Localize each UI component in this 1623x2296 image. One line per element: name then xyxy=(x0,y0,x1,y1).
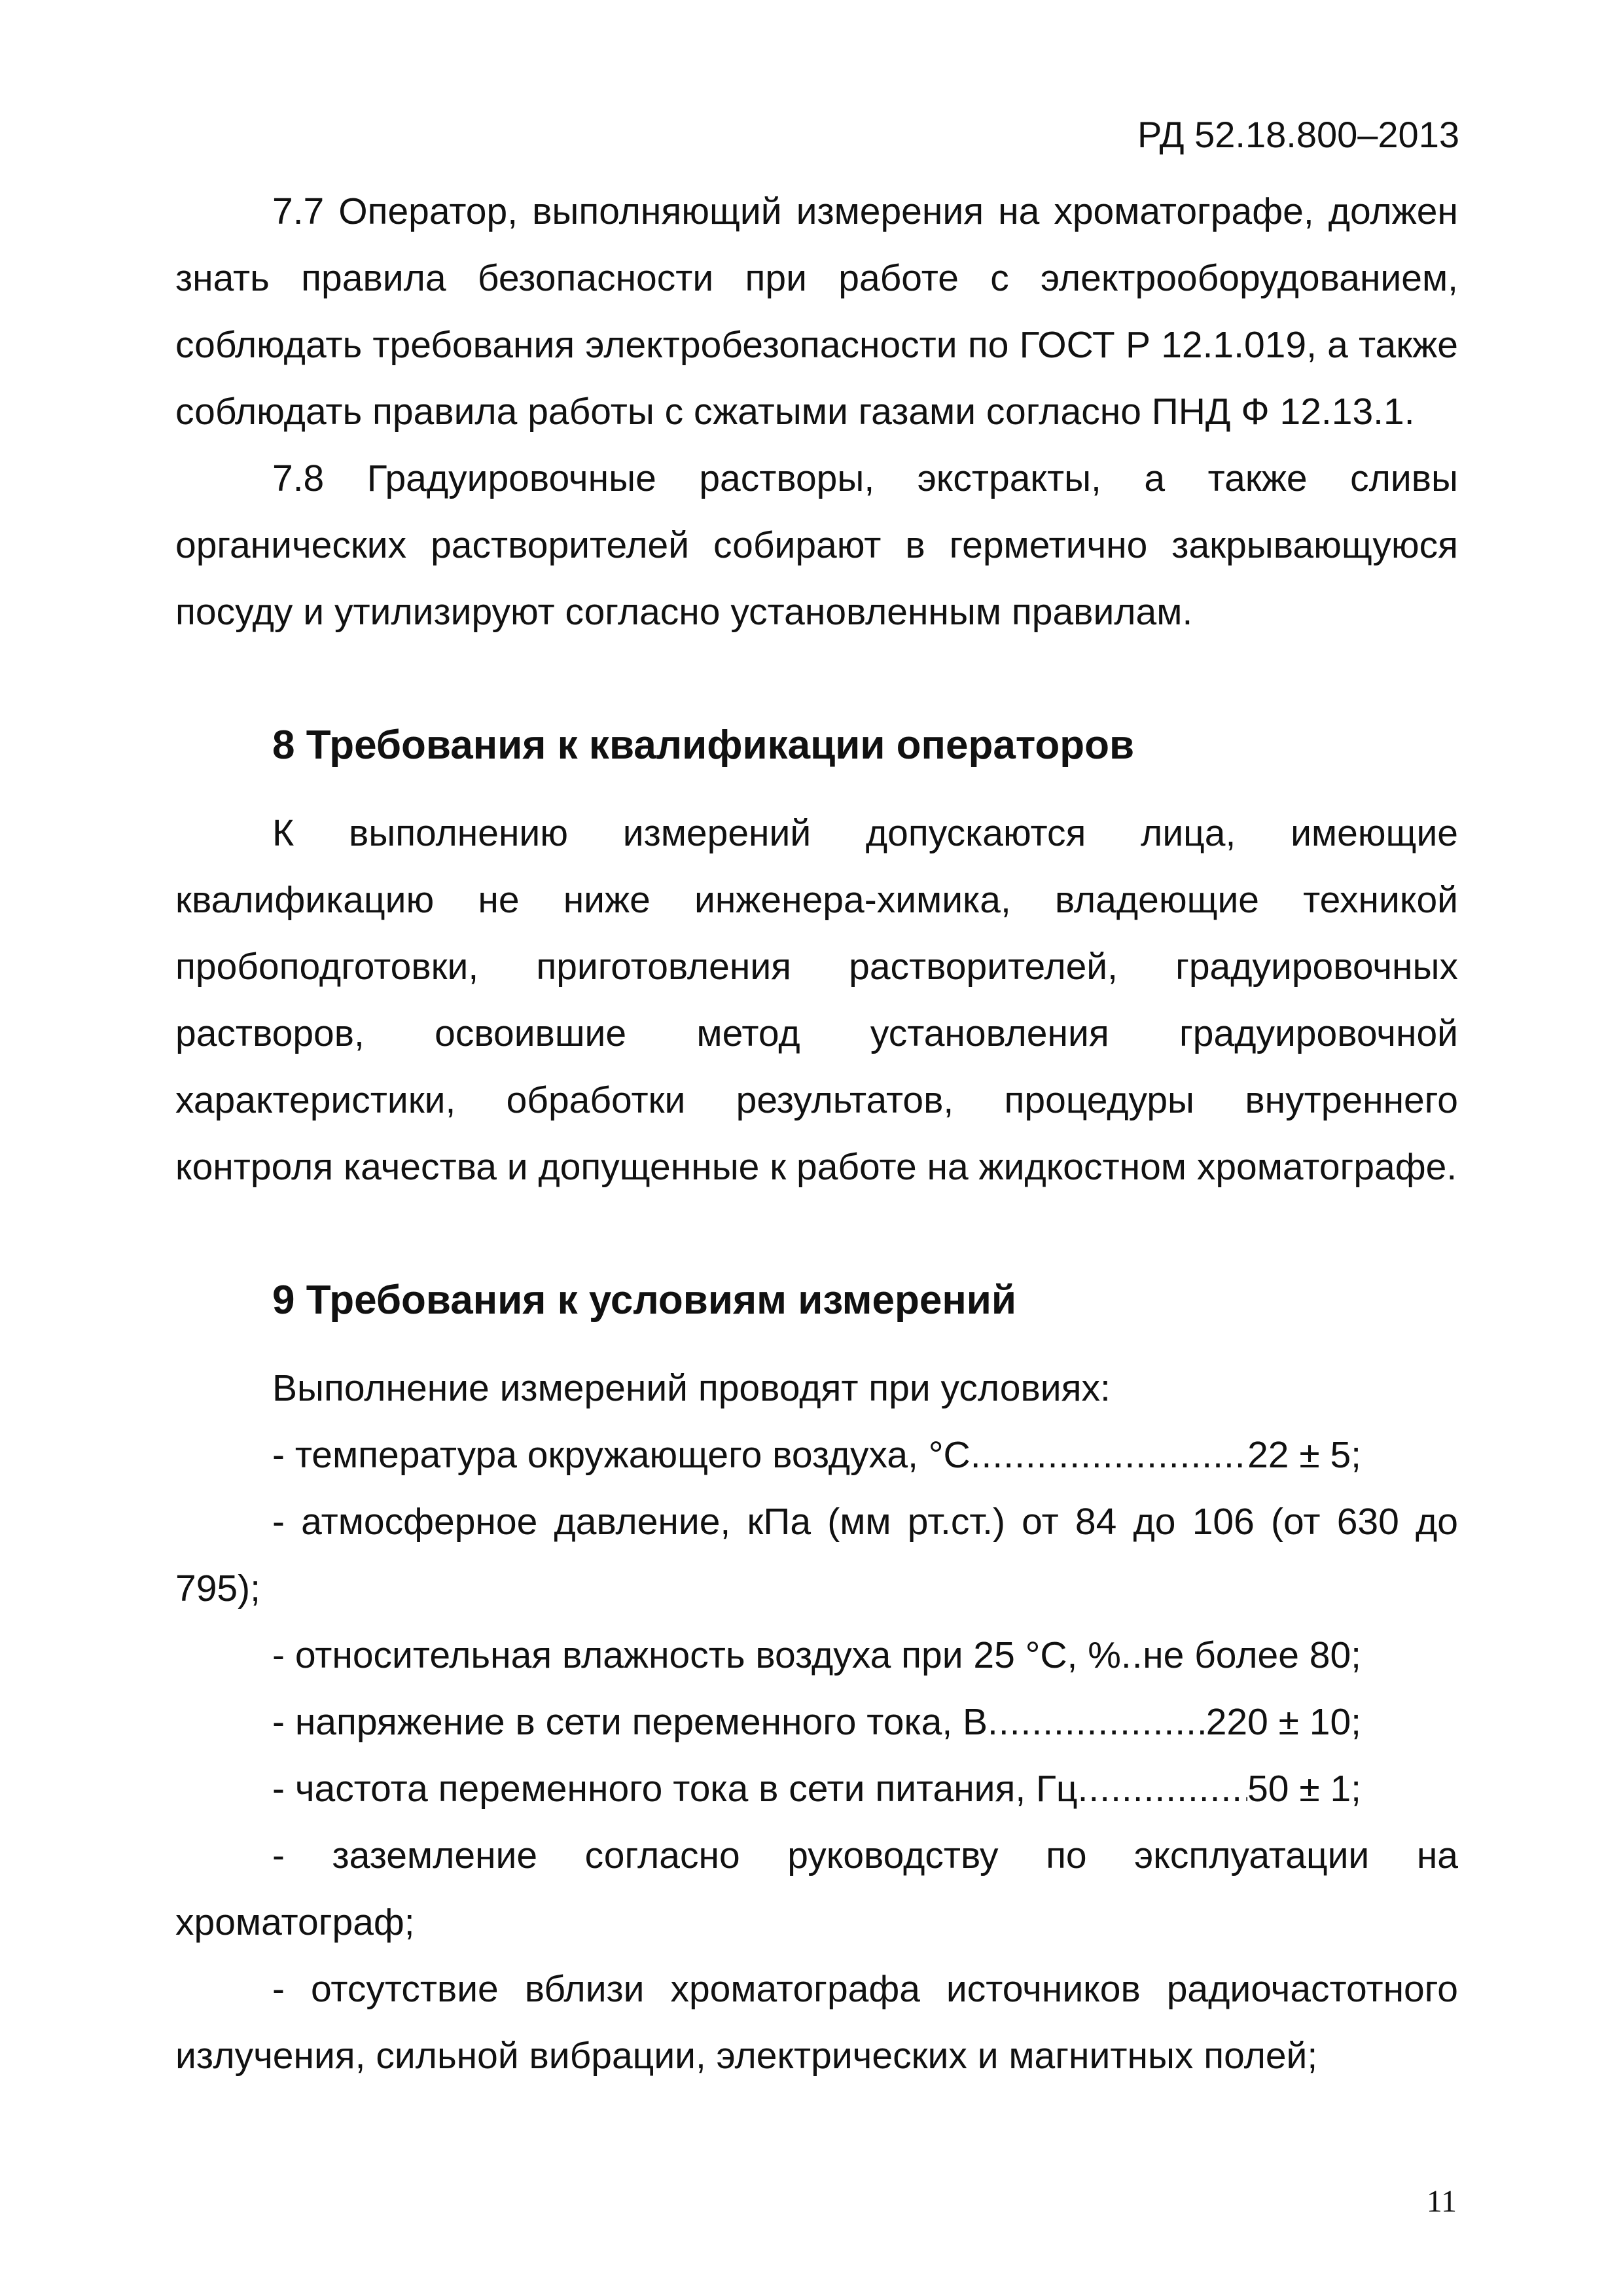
section-9-heading: 9 Требования к условиям измерений xyxy=(272,1278,1017,1323)
leader-dots xyxy=(971,1422,1247,1488)
condition-voltage xyxy=(175,1689,1361,1755)
condition-value: 220 ± 10; xyxy=(1205,1701,1361,1743)
condition-value: не более 80; xyxy=(1143,1634,1361,1676)
page-number: 11 xyxy=(1426,2184,1457,2219)
condition-value: 50 ± 1; xyxy=(1247,1768,1361,1810)
section-8-body: К выполнению измерений допускаются лица, имеющие квалификацию не ниже инженера-химика, владеющие техникой пробоподготовки, приготовления растворителей, градуировочных растворов, освоившие метод установления градуировочной характеристики, обработки результатов, процедуры внутреннего контроля качества и допущенные к работе на жидкостном хроматографе. xyxy=(175,812,1458,1188)
heading-spacer xyxy=(175,1334,1458,1355)
condition-pressure: - атмосферное давление, кПа (мм рт.ст.) от 84 до 106 (от 630 до 795); xyxy=(175,1501,1458,1609)
paragraph-7-8: 7.8 Градуировочные растворы, экстракты, а также сливы органических растворителей собирают в герметично закрывающуюся посуду и утилизируют согласно установленным правилам. xyxy=(175,457,1458,633)
condition-value: 22 ± 5; xyxy=(1247,1434,1361,1476)
condition-label: - температура окружающего воздуха, °С xyxy=(272,1434,971,1476)
condition-label: - напряжение в сети переменного тока, В xyxy=(272,1701,988,1743)
section-9-intro: Выполнение измерений проводят при условиях: xyxy=(272,1367,1111,1409)
condition-humidity xyxy=(175,1622,1361,1689)
leader-dots xyxy=(1078,1755,1248,1822)
document-code: РД 52.18.800–2013 xyxy=(1137,114,1459,155)
condition-absence: - отсутствие вблизи хроматографа источников радиочастотного излучения, сильной вибрации, электрических и магнитных полей; xyxy=(175,1968,1458,2077)
section-spacer xyxy=(175,1200,1458,1267)
section-spacer xyxy=(175,645,1458,712)
condition-label: - относительная влажность воздуха при 25 °С, % xyxy=(272,1634,1121,1676)
section-8-heading: 8 Требования к квалификации операторов xyxy=(272,723,1135,768)
condition-temperature xyxy=(175,1422,1361,1488)
heading-spacer xyxy=(175,779,1458,800)
leader-dots xyxy=(1121,1622,1143,1689)
condition-grounding: - заземление согласно руководству по эксплуатации на хроматограф; xyxy=(175,1835,1458,1943)
page-content xyxy=(175,178,1458,2089)
leader-dots xyxy=(988,1689,1206,1755)
condition-label: - частота переменного тока в сети питания, Гц xyxy=(272,1768,1078,1810)
condition-frequency xyxy=(175,1755,1361,1822)
paragraph-7-7: 7.7 Оператор, выполняющий измерения на хроматографе, должен знать правила безопасности при работе с электрооборудованием, соблюдать требования электробезопасности по ГОСТ Р 12.1.019, а также соблюдать правила работы с сжатыми газами согласно ПНД Ф 12.13.1. xyxy=(175,190,1458,433)
